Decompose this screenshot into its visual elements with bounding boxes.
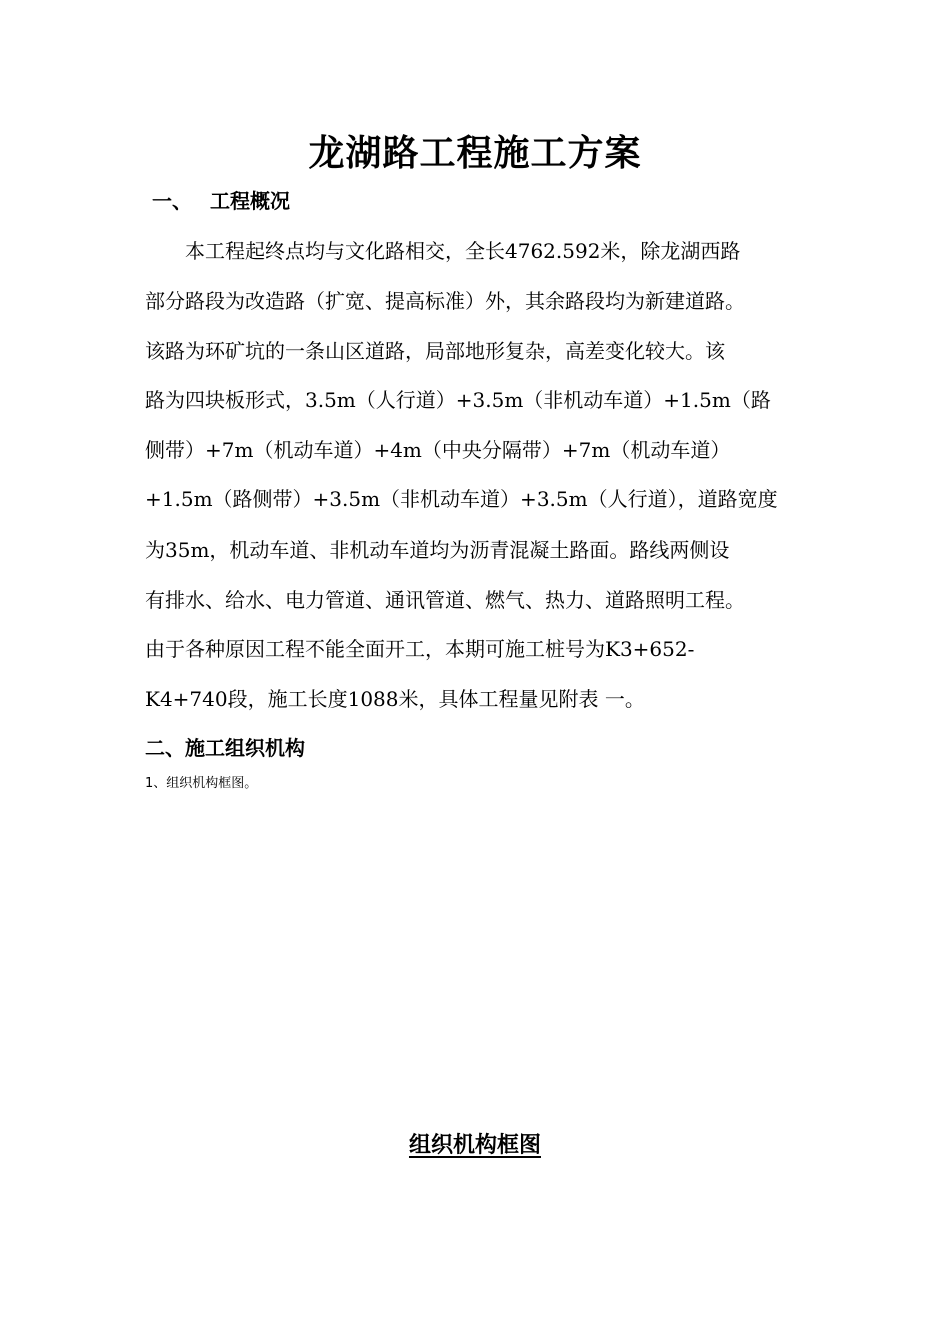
section-heading-overview <box>152 186 290 216</box>
paragraph-line: 为35m，机动车道、非机动车道均为沥青混凝土路面。路线两侧设 <box>145 538 730 562</box>
org-chart-title-text: 组织机构框图 <box>408 1133 541 1158</box>
section-heading-organization: 二、施工组织机构 <box>145 736 305 760</box>
paragraph-line: 部分路段为改造路（扩宽、提高标准）外，其余路段均为新建道路。 <box>145 289 745 313</box>
section-number: 一、 <box>152 189 192 213</box>
document-title: 龙湖路工程施工方案 <box>308 132 642 174</box>
paragraph-line: 有排水、给水、电力管道、通讯管道、燃气、热力、道路照明工程。 <box>145 588 745 612</box>
paragraph-line: +1.5m（路侧带）+3.5m（非机动车道）+3.5m（人行道），道路宽度 <box>145 487 778 511</box>
paragraph-line: K4+740段，施工长度1088米，具体工程量见附表 一。 <box>145 687 645 711</box>
list-item: 1、组织机构框图。 <box>145 776 258 791</box>
paragraph-line: 由于各种原因工程不能全面开工，本期可施工桩号为K3+652- <box>145 637 695 661</box>
paragraph-line: 侧带）+7m（机动车道）+4m（中央分隔带）+7m（机动车道） <box>145 438 731 462</box>
section-heading-label: 工程概况 <box>210 189 290 213</box>
paragraph-line: 路为四块板形式，3.5m（人行道）+3.5m（非机动车道）+1.5m（路 <box>145 388 771 412</box>
paragraph-line: 本工程起终点均与文化路相交，全长4762.592米，除龙湖西路 <box>145 239 741 263</box>
paragraph-line: 该路为环矿坑的一条山区道路，局部地形复杂，高差变化较大。该 <box>145 339 725 363</box>
org-chart-title <box>0 1130 950 1162</box>
